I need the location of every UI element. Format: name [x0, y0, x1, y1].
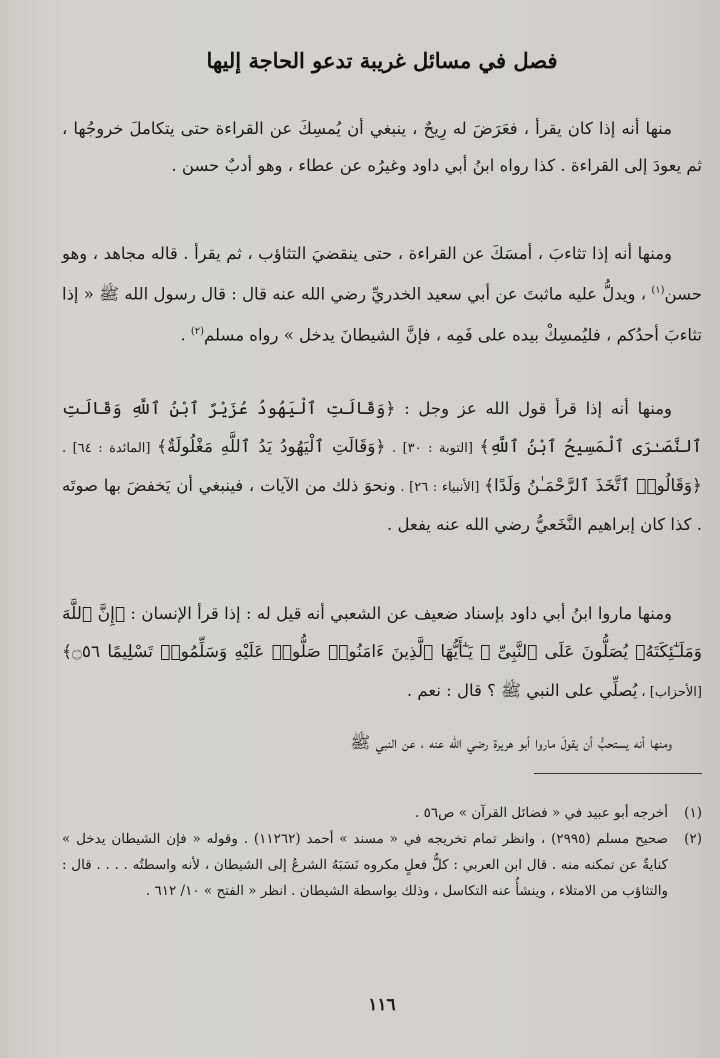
paragraph-text: ومنها ماروا ابنُ أبي داود بإسناد ضعيف عن الشعبي أنه قيل له : إذا قرأ الإنسان :	[125, 604, 673, 623]
footnote-ref-2[interactable]: (٢)	[190, 325, 205, 337]
footnote-1	[62, 800, 702, 826]
paragraph-2	[62, 235, 702, 353]
quran-verse: ﴿إِنَّ ٱللَّهَ وَمَلَـٰٓئِكَتَهُۥ يُصَلُّونَ عَلَى ٱلنَّبِىِّ ۚ يَـٰٓأَيُّهَا ٱلَّذِينَ ءَامَنُوا۟ صَلُّوا۟ عَلَيْهِ وَسَلِّمُوا۟ تَسْلِيمًا ۝٥٦﴾	[62, 604, 702, 662]
verse-reference: [التوبة : ٣٠] .	[385, 441, 480, 456]
paragraph-text: ومنها أنه إذا قرأ قول الله عز وجل :	[395, 399, 672, 418]
book-page	[62, 0, 702, 1058]
paragraph-text: منها أنه إذا كان يقرأ ، فعَرَضَ له رِيحٌ ، ينبغي أن يُمسِكَ عن القراءة حتى يتكاملَ خروجُها ، ثم يعودَ إلى القراءة . كذا رواه ابنُ أبي داود وغيرُه عن عطاء ، وهو أدبٌ حسن .	[62, 119, 702, 175]
page-number: ١١٦	[368, 995, 396, 1015]
quran-verse: ﴿وَقَالَتِ ٱلْيَهُودُ يَدُ ٱللَّهِ مَغْلُولَةٌ﴾	[156, 437, 386, 457]
paragraph-text: ومنها أنه يستحبُّ أن يقولَ ماروا أبو هريرة رضي الله عنه ، عن النبي ﷺ	[350, 733, 672, 752]
paragraph-text: ونحوَ ذلك من الآيات ، فينبغي أن يَخفضَ بها صوتَه . كذا كان إبراهيم النَّخَعيُّ رضي الله عنه يفعل .	[62, 476, 702, 534]
paragraph-3	[62, 390, 702, 543]
paragraph-text: ، ويدلُّ عليه ماثبتَ عن أبي سعيد الخدريِّ رضي الله عنه قال : قال رسول الله ﷺ « إذا تثاءبَ أحدُكم ، فليُمسِكْ بيده على فَمِه ، فإنَّ الشيطانَ يدخل » رواه مسلم	[62, 284, 702, 344]
verse-reference: [الأحزاب] ،	[637, 685, 702, 700]
footnote-text: صحيح مسلم (٢٩٩٥) ، وانظر تمام تخريجه في « مسند » أحمد (١١٢٦٢) . وقوله « فإن الشيطان يدخل » كنايةٌ عن تمكنه منه . قال ابن العربي : كلُّ فعلٍ مكروه نَسَبَهُ الشرعُ إلى الشيطان ، لأنه واسطتُه . . . . قال : والتثاؤب من الامتلاء ، وينشأُ عنه التكاسل ، وذلك بواسطة الشيطان . انظر « الفتح » ١٠/ ٦١٢ .	[62, 831, 668, 899]
footnote-text: أخرجه أبو عبيد في « فضائل القرآن » ص٥٦ .	[415, 805, 668, 821]
footnote-2	[62, 826, 702, 904]
footnote-divider	[534, 773, 702, 774]
section-title: فصل في مسائل غريبة تدعو الحاجة إليها	[206, 48, 558, 73]
footnote-ref-1[interactable]: (١)	[651, 285, 665, 296]
verse-reference: [المائدة : ٦٤] .	[62, 441, 157, 456]
paragraph-5	[62, 724, 702, 761]
verse-reference: [الأنبياء : ٢٦] .	[395, 480, 485, 495]
footnote-number: (٢)	[684, 831, 702, 847]
paragraph-4	[62, 595, 702, 711]
paragraph-text: .	[180, 325, 191, 344]
quran-verse: ﴿وَقَالَتِ ٱلْيَهُودُ عُزَيْرٌ ٱبْنُ ٱللَّهِ وَقَالَتِ ٱلنَّصَـٰرَى ٱلْمَسِيحُ ٱبْنُ ٱللَّهِ﴾	[62, 399, 703, 457]
quran-verse: ﴿وَقَالُوا۟ ٱتَّخَذَ ٱلرَّحْمَـٰنُ وَلَدًا﴾	[484, 476, 702, 496]
footnote-number: (١)	[684, 805, 702, 821]
paragraph-1	[62, 110, 702, 184]
footnotes	[62, 800, 702, 904]
paragraph-text: ومنها أنه إذا تثاءبَ ، أمسَكَ عن القراءة ، حتى ينقضيَ التثاؤب ، ثم يقرأ . قاله مجاهد ، وهو حسن	[62, 244, 702, 304]
paragraph-text: يُصلِّي على النبي ﷺ ؟ قال : نعم .	[406, 681, 638, 700]
